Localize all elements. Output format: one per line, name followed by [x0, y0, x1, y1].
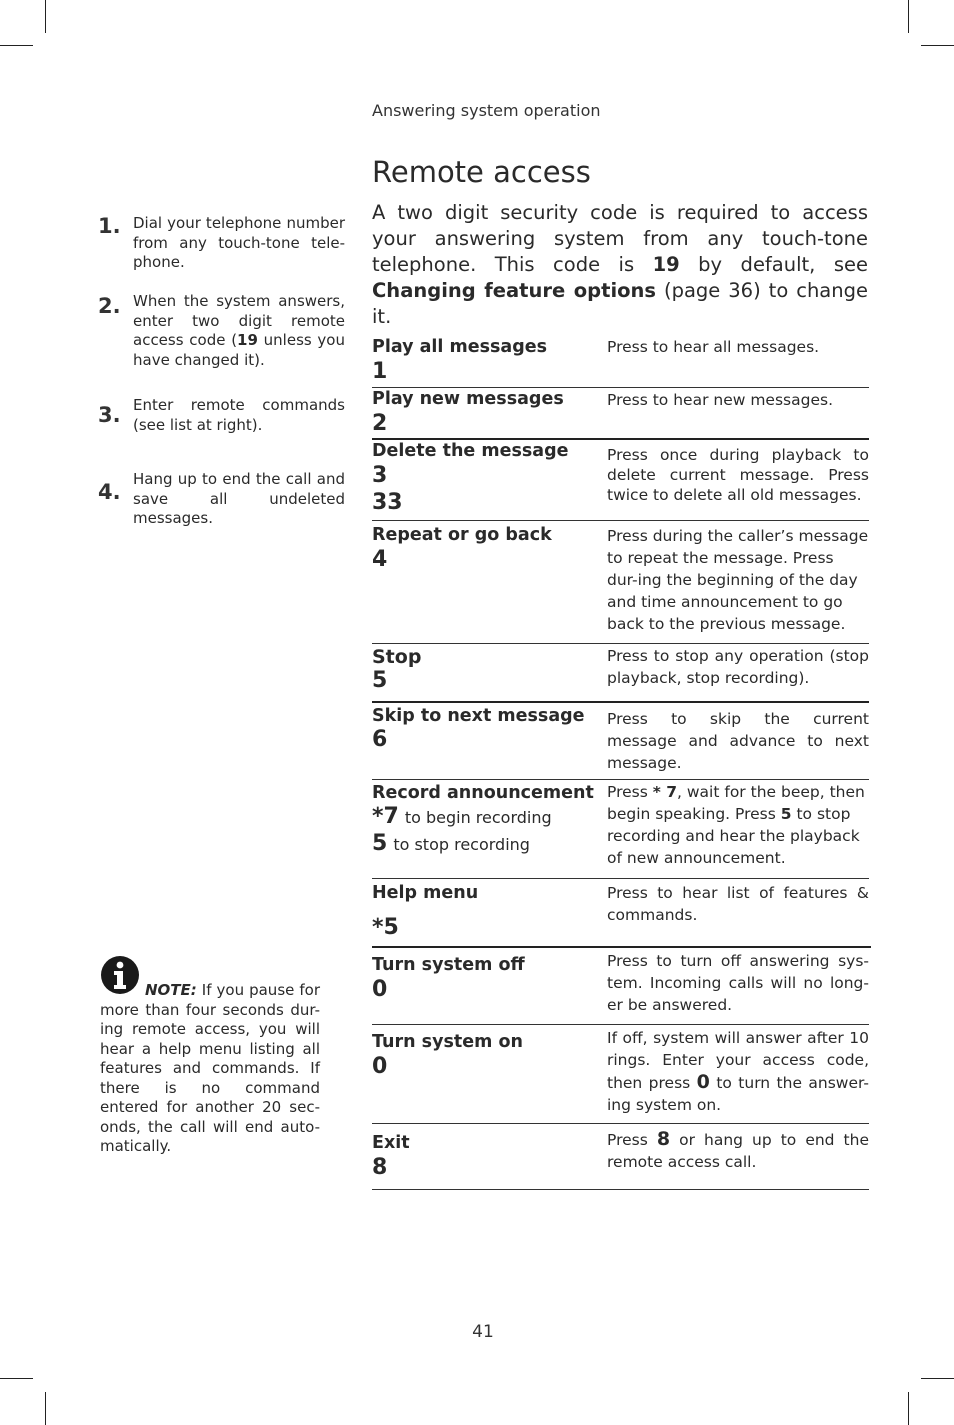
command-key: 33: [372, 490, 403, 515]
command-keys: [372, 463, 403, 517]
command-key: 2: [372, 411, 388, 436]
command-keys: [372, 359, 387, 386]
command-description: Press to turn off answering sys-tem. Incoming calls will no long-er be answered.: [607, 952, 869, 1014]
step-number: 4.: [98, 480, 121, 504]
command-keys: [372, 727, 387, 754]
command-key: 4: [372, 547, 388, 572]
command-name: Record announcement: [372, 783, 594, 803]
crop-mark: [921, 45, 954, 46]
row-divider: [372, 779, 869, 780]
note-text: NOTE: If you pause for more than four seconds dur-ing remote access, you will hear a help menu listing all features and commands. If there is no command entered for another 20 sec-onds, the call will end auto-matically.: [100, 981, 320, 1155]
row-divider: [372, 438, 869, 440]
command-key: 0: [372, 1054, 388, 1079]
command-key: 5: [372, 668, 388, 693]
row-divider: [372, 701, 869, 703]
row-divider: [372, 1189, 869, 1190]
command-keys: [372, 668, 387, 695]
crop-mark: [45, 0, 46, 33]
command-name: Turn system on: [372, 1032, 523, 1052]
command-description: Press to skip the current message and advance to next message.: [607, 710, 869, 772]
command-key: 8: [372, 1155, 388, 1180]
command-keys: [372, 915, 399, 942]
command-name: Repeat or go back: [372, 525, 552, 545]
command-keys: [372, 547, 387, 574]
command-name: Play all messages: [372, 337, 548, 357]
command-description: Press * 7, wait for the beep, then begin speaking. Press 5 to stop recording and hear the playback of new announcement.: [607, 783, 865, 867]
section-header: Answering system operation: [372, 101, 601, 120]
step-text: When the system answers, enter two digit remote access code (19 unless you have changed it).: [133, 292, 345, 369]
command-keys: [372, 1155, 387, 1182]
step-text: Hang up to end the call and save all undeleted messages.: [133, 470, 345, 527]
crop-mark: [45, 1392, 46, 1425]
command-key: 6: [372, 727, 388, 752]
page-title: Remote access: [372, 155, 591, 189]
command-description: Press 8 or hang up to end the remote access call.: [607, 1128, 869, 1171]
command-key: *7: [372, 804, 399, 829]
note-label: NOTE:: [145, 981, 197, 999]
command-description: Press to hear list of features & commands.: [607, 884, 869, 924]
step-text: Enter remote commands (see list at right).: [133, 396, 345, 434]
command-description: Press to hear new messages.: [607, 391, 833, 409]
crop-mark: [921, 1378, 954, 1379]
changing-feature-options-link: Changing feature options: [372, 279, 657, 302]
command-description: If off, system will answer after 10 rings. Enter your access code, then press 0 to turn the answer-ing system on.: [607, 1029, 869, 1114]
command-keys: [372, 1054, 387, 1081]
command-description: Press to stop any operation (stop playback, stop recording).: [607, 647, 869, 687]
row-divider: [372, 520, 869, 521]
crop-mark: [0, 45, 33, 46]
crop-mark: [0, 1378, 33, 1379]
row-divider: [372, 946, 871, 948]
row-divider: [372, 1024, 869, 1025]
command-description: Press during the caller’s message to repeat the message. Press dur-ing the beginning of the day and time announcement to go back to the previous message.: [607, 527, 869, 633]
step-number: 1.: [98, 214, 121, 238]
command-description: Press to hear all messages.: [607, 338, 820, 356]
command-key-note: to stop recording: [393, 835, 530, 854]
command-description: Press once during playback to delete current message. Press twice to delete all old messages.: [607, 446, 869, 504]
command-key: *5: [372, 915, 399, 940]
command-name: Exit: [372, 1133, 410, 1153]
row-divider: [372, 878, 869, 879]
row-divider: [372, 643, 869, 644]
page-number: 41: [472, 1322, 494, 1342]
command-key: 5: [372, 831, 388, 856]
intro-paragraph: A two digit security code is required to access your answering system from any touch-tone telephone. This code is 19 by default, see Changing feature options (page 36) to change it.: [372, 201, 868, 328]
row-divider: [372, 1123, 869, 1124]
step-number: 2.: [98, 294, 121, 318]
command-name: Stop: [372, 646, 422, 668]
command-key: 0: [372, 977, 388, 1002]
command-name: Turn system off: [372, 955, 525, 975]
crop-mark: [908, 0, 909, 33]
command-name: Help menu: [372, 883, 479, 903]
command-name: Delete the message: [372, 441, 569, 461]
command-name: Play new messages: [372, 389, 564, 409]
command-keys: [372, 977, 387, 1004]
command-key-note: to begin recording: [404, 808, 552, 827]
command-keys: [372, 411, 387, 438]
command-key: 3: [372, 463, 388, 488]
command-name: Skip to next message: [372, 706, 585, 726]
command-keys: [372, 804, 552, 858]
row-divider: [372, 387, 869, 388]
step-number: 3.: [98, 403, 121, 427]
step-text: Dial your telephone number from any touch-tone tele-phone.: [133, 214, 345, 271]
crop-mark: [908, 1392, 909, 1425]
command-key: 1: [372, 359, 388, 384]
